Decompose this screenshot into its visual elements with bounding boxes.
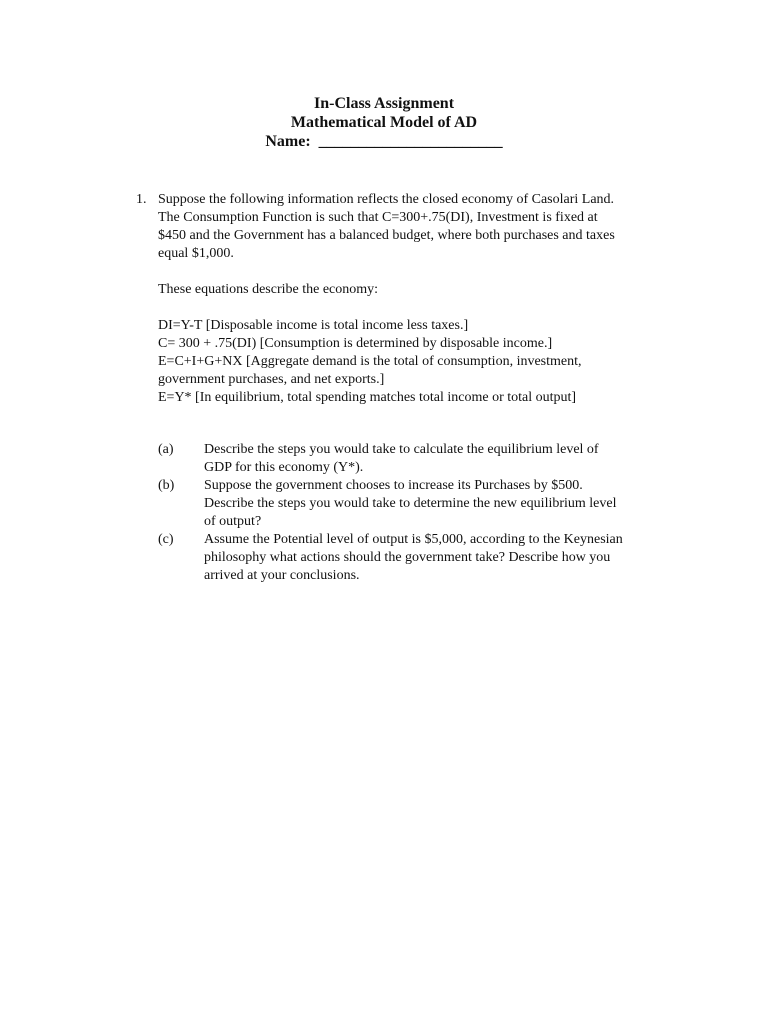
part-line: of output? xyxy=(204,514,262,529)
part-label: (c) xyxy=(158,532,174,547)
part-line: Describe the steps you would take to calculate the equilibrium level of xyxy=(204,442,599,457)
name-label: Name: xyxy=(265,133,311,150)
question-intro xyxy=(158,191,658,263)
part-line: GDP for this economy (Y*). xyxy=(204,460,364,475)
document-subtitle: Mathematical Model of AD xyxy=(290,114,478,131)
part-label: (a) xyxy=(158,442,174,457)
question-part-a xyxy=(158,441,678,477)
part-line: arrived at your conclusions. xyxy=(204,568,360,583)
equation-line: E=Y* [In equilibrium, total spending matches total income or total output] xyxy=(158,390,577,405)
equations-intro: These equations describe the economy: xyxy=(158,282,379,297)
part-label: (b) xyxy=(158,478,175,493)
question-part-c xyxy=(158,531,678,585)
question-part-b xyxy=(158,477,678,531)
intro-line: Suppose the following information reflects the closed economy of Casolari Land. xyxy=(158,192,615,207)
name-blank-line: _______________________ xyxy=(318,133,503,150)
name-field xyxy=(0,132,768,151)
intro-line: $450 and the Government has a balanced budget, where both purchases and taxes xyxy=(158,228,615,243)
part-line: Assume the Potential level of output is $5,000, according to the Keynesian xyxy=(204,532,623,547)
document-header xyxy=(0,94,768,151)
part-line: Suppose the government chooses to increase its Purchases by $500. xyxy=(204,478,583,493)
question-parts xyxy=(158,441,678,585)
equation-line: DI=Y-T [Disposable income is total income less taxes.] xyxy=(158,318,469,333)
part-line: philosophy what actions should the government take? Describe how you xyxy=(204,550,611,565)
document-title: In-Class Assignment xyxy=(313,95,455,112)
question-body xyxy=(158,191,658,407)
equation-line: government purchases, and net exports.] xyxy=(158,372,385,387)
intro-line: equal $1,000. xyxy=(158,246,234,261)
part-line: Describe the steps you would take to determine the new equilibrium level xyxy=(204,496,617,511)
equation-line: C= 300 + .75(DI) [Consumption is determined by disposable income.] xyxy=(158,336,553,351)
intro-line: The Consumption Function is such that C=300+.75(DI), Investment is fixed at xyxy=(158,210,598,225)
equations-list xyxy=(158,317,658,407)
question-number: 1. xyxy=(136,192,147,207)
equation-line: E=C+I+G+NX [Aggregate demand is the total of consumption, investment, xyxy=(158,354,582,369)
